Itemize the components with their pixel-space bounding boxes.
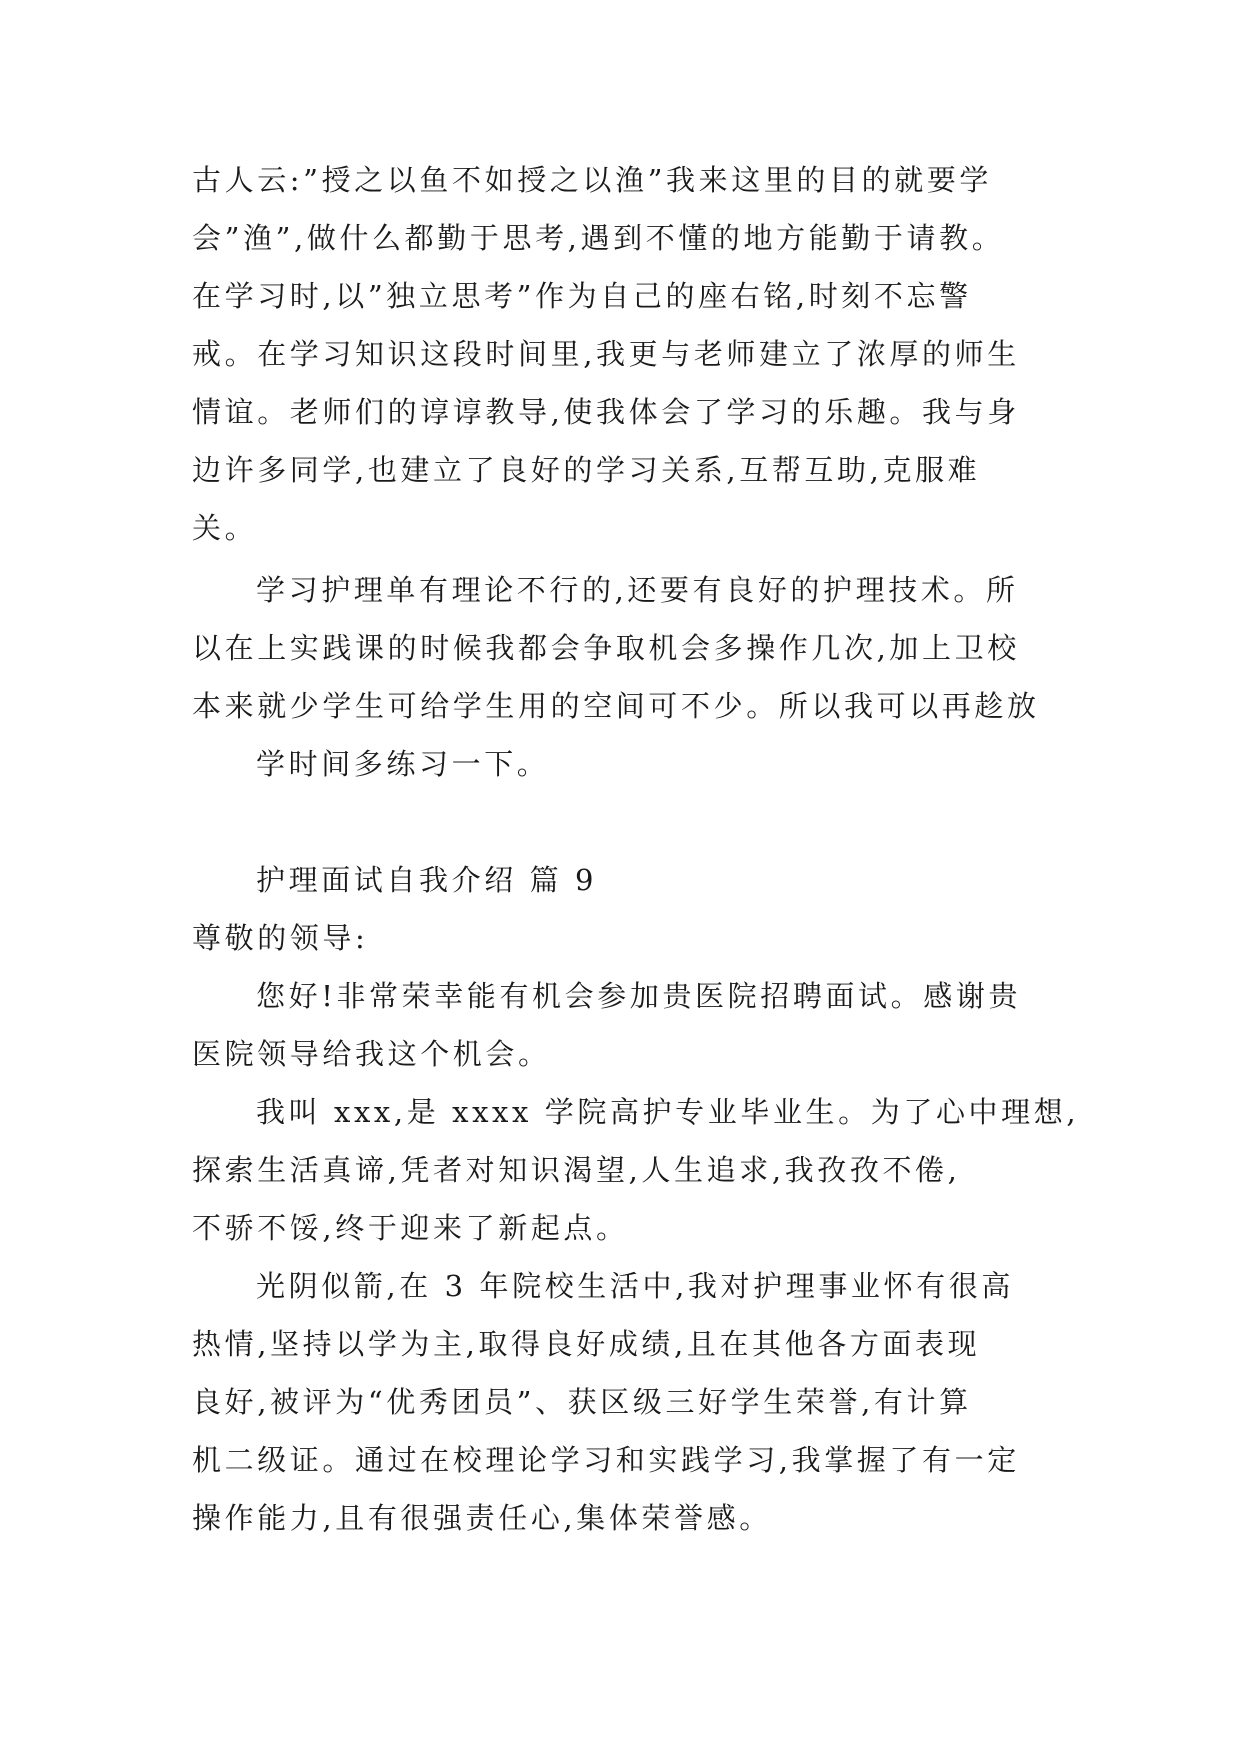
paragraph-line: 关。 xyxy=(192,511,258,545)
salutation: 尊敬的领导: xyxy=(192,921,369,955)
paragraph-line: 会”渔”,做什么都勤于思考,遇到不懂的地方能勤于请教。 xyxy=(192,221,1005,255)
paragraph-line: 情谊。老师们的谆谆教导,使我体会了学习的乐趣。我与身 xyxy=(192,395,1020,429)
paragraph-line: 探索生活真谛,凭者对知识渴望,人生追求,我孜孜不倦, xyxy=(192,1153,961,1187)
paragraph-line: 不骄不馁,终于迎来了新起点。 xyxy=(192,1211,629,1245)
paragraph-line: 机二级证。通过在校理论学习和实践学习,我掌握了有一定 xyxy=(192,1443,1020,1477)
paragraph-line: 光阴似箭,在 3 年院校生活中,我对护理事业怀有很高 xyxy=(256,1269,1014,1303)
paragraph-line: 以在上实践课的时候我都会争取机会多操作几次,加上卫校 xyxy=(192,631,1020,665)
paragraph-line: 我叫 xxx,是 xxxx 学院高护专业毕业生。为了心中理想, xyxy=(256,1095,1080,1129)
paragraph-line: 古人云:”授之以鱼不如授之以渔”我来这里的目的就要学 xyxy=(192,163,993,197)
paragraph-line: 医院领导给我这个机会。 xyxy=(192,1037,551,1071)
paragraph-line: 操作能力,且有很强责任心,集体荣誉感。 xyxy=(192,1501,772,1535)
paragraph-line: 戒。在学习知识这段时间里,我更与老师建立了浓厚的师生 xyxy=(192,337,1020,371)
paragraph-line: 学时间多练习一下。 xyxy=(256,747,550,781)
paragraph-line: 学习护理单有理论不行的,还要有良好的护理技术。所 xyxy=(256,573,1019,607)
paragraph-line: 在学习时,以”独立思考”作为自己的座右铭,时刻不忘警 xyxy=(192,279,972,313)
paragraph-line: 热情,坚持以学为主,取得良好成绩,且在其他各方面表现 xyxy=(192,1327,981,1361)
paragraph-line: 良好,被评为“优秀团员”、获区级三好学生荣誉,有计算 xyxy=(192,1385,972,1419)
paragraph-line: 本来就少学生可给学生用的空间可不少。所以我可以再趁放 xyxy=(192,689,1040,723)
paragraph-line: 边许多同学,也建立了良好的学习关系,互帮互助,克服难 xyxy=(192,453,981,487)
paragraph-line: 您好!非常荣幸能有机会参加贵医院招聘面试。感谢贵 xyxy=(256,979,1022,1013)
section-heading: 护理面试自我介绍 篇 9 xyxy=(256,863,598,897)
